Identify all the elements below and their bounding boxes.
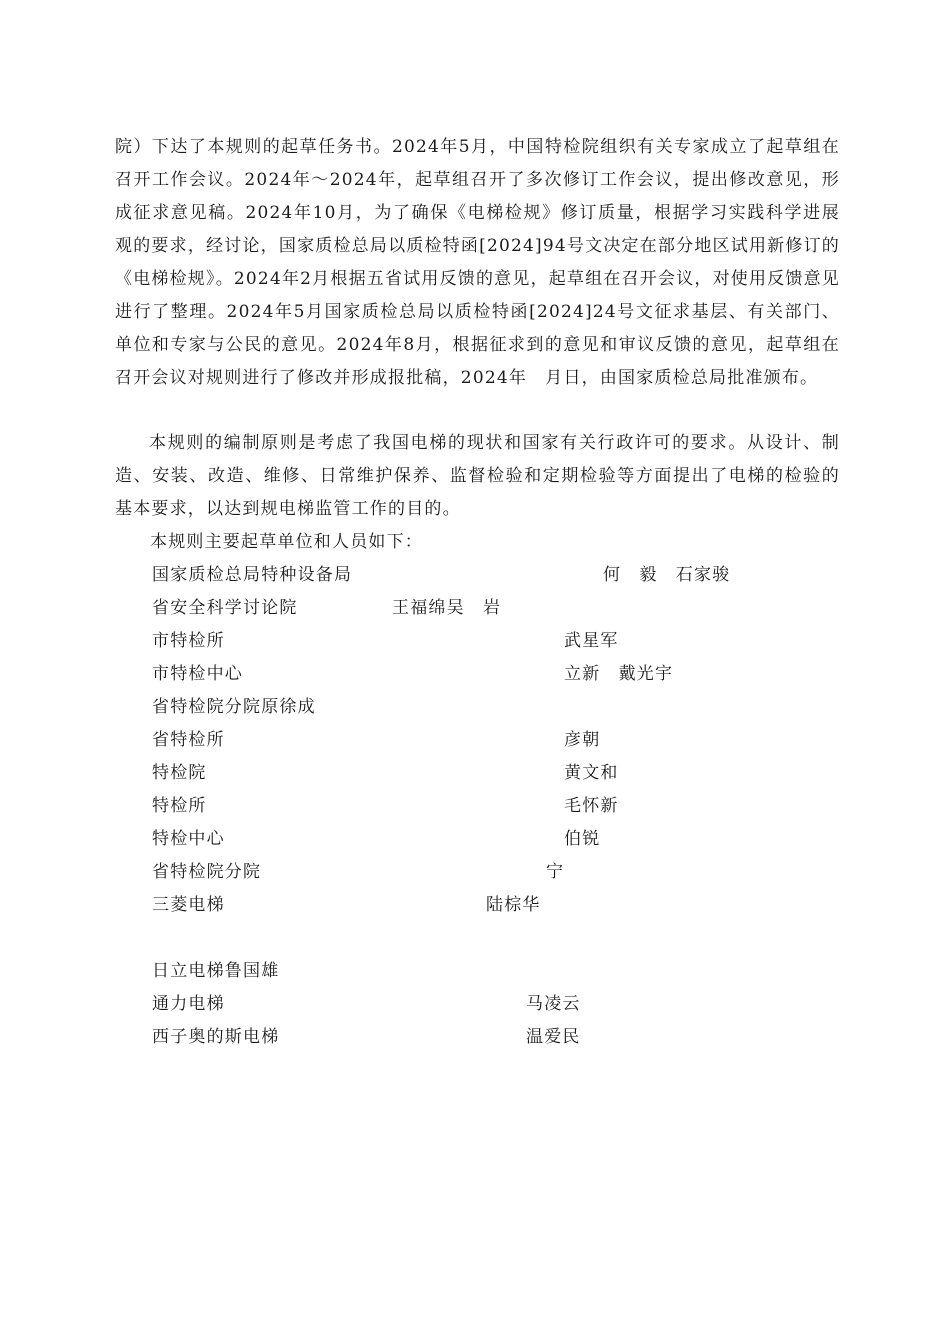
drafter-people: 马凌云	[526, 994, 581, 1014]
drafter-organization: 省特检院分院原徐成	[152, 697, 316, 717]
drafter-organization: 省特检院分院	[152, 862, 262, 882]
drafter-people: 毛怀新	[564, 796, 619, 816]
paragraph-drafting-history: 院）下达了本规则的起草任务书。2024年5月，中国特检院组织有关专家成立了起草组在召开工作会议。2024年～2024年，起草组召开了多次修订工作会议，提出修改意见，形成征求意见稿。2024年10月，为了确保《电梯检规》修订质量，根据学习实践科学进展观的要求，经讨论，国家质检总局以质检特函[2024]94号文决定在部分地区试用新修订的《电梯检规》。2024年2月根据五省试用反馈的意见，起草组在召开会议，对使用反馈意见进行了整理。2024年5月国家质检总局以质检特函[2024]24号文征求基层、有关部门、单位和专家与公民的意见。2024年8月，根据征求到的意见和审议反馈的意见，起草组在召开会议对规则进行了修改并形成报批稿，2024年 月日，由国家质检总局批准颁布。	[115, 137, 840, 388]
drafter-organization: 市特检中心	[152, 664, 243, 684]
paragraph-drafting-principle: 本规则的编制原则是考虑了我国电梯的现状和国家有关行政许可的要求。从设计、制造、安装、改造、维修、日常维护保养、监督检验和定期检验等方面提出了电梯的检验的基本要求，以达到规电梯监管工作的目的。	[115, 433, 840, 519]
drafter-organization: 特检中心	[152, 829, 225, 849]
drafter-people: 王福绵吴 岩	[392, 598, 502, 618]
drafter-organization: 通力电梯	[152, 994, 225, 1014]
drafter-organization: 省安全科学讨论院	[152, 598, 298, 618]
drafter-people: 宁	[546, 862, 565, 882]
drafter-people: 陆棕华	[486, 895, 541, 915]
drafter-people: 黄文和	[564, 763, 619, 783]
drafter-organization: 国家质检总局特种设备局	[152, 565, 353, 585]
drafter-people: 伯锐	[564, 829, 601, 849]
drafter-organization: 西子奥的斯电梯	[152, 1027, 280, 1047]
drafter-organization: 特检所	[152, 796, 207, 816]
drafter-people: 武星军	[564, 631, 619, 651]
drafter-organization: 省特检所	[152, 730, 225, 750]
drafter-people: 何 毅 石家骏	[603, 565, 731, 585]
drafter-people: 彦朝	[564, 730, 601, 750]
drafter-organization: 市特检所	[152, 631, 225, 651]
drafter-organization: 三菱电梯	[152, 895, 225, 915]
drafter-people: 温爱民	[526, 1027, 581, 1047]
paragraph-drafters-intro: 本规则主要起草单位和人员如下：	[150, 532, 423, 552]
drafter-people: 立新 戴光宇	[564, 664, 674, 684]
drafter-organization: 特检院	[152, 763, 207, 783]
drafter-organization: 日立电梯鲁国雄	[152, 961, 280, 981]
